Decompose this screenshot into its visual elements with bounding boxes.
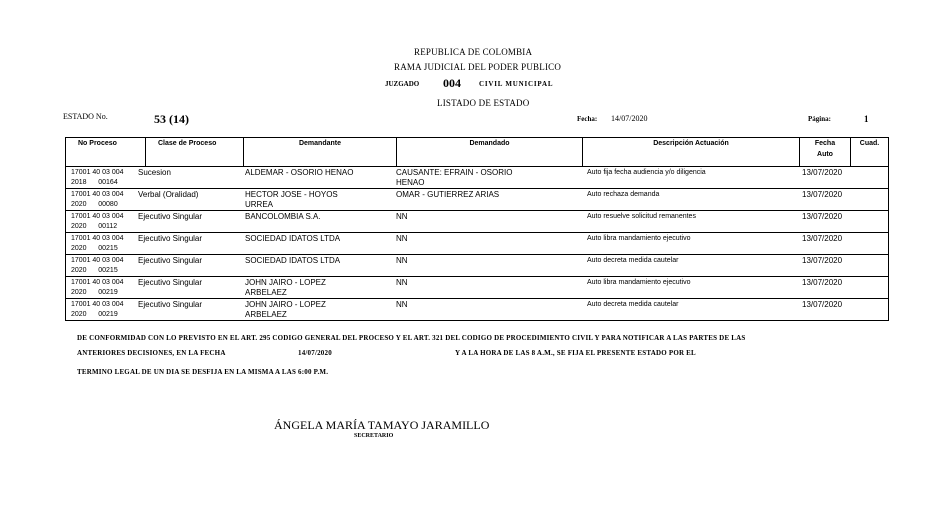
descripcion-cell: Auto decreta medida cautelar — [587, 257, 679, 264]
demandante-cell: JOHN JAIRO - LOPEZ ARBELAEZ — [245, 300, 326, 319]
table-row — [66, 255, 888, 277]
juzgado-type: CIVIL MUNICIPAL — [479, 80, 554, 88]
clase-cell: Ejecutivo Singular — [138, 256, 203, 265]
clase-cell: Ejecutivo Singular — [138, 212, 203, 221]
descripcion-cell: Auto decreta medida cautelar — [587, 301, 679, 308]
listing-title: LISTADO DE ESTADO — [437, 98, 530, 108]
signatory-name: ÁNGELA MARÍA TAMAYO JARAMILLO — [274, 418, 490, 432]
estado-label: ESTADO No. — [63, 112, 108, 121]
header-fecha-auto — [799, 138, 850, 166]
footer-notice-date: 14/07/2020 — [298, 349, 332, 357]
proceso-cell: 17001 40 03 004 2020 00112 — [71, 213, 124, 230]
fecha-value: 14/07/2020 — [611, 114, 648, 123]
clase-cell: Ejecutivo Singular — [138, 300, 203, 309]
fecha-cell: 13/07/2020 — [802, 300, 843, 309]
demandante-cell: SOCIEDAD IDATOS LTDA — [245, 234, 341, 243]
clase-cell: Sucesion — [138, 168, 171, 177]
demandado-cell: NN — [396, 300, 408, 309]
fecha-cell: 13/07/2020 — [802, 256, 843, 265]
table-row — [66, 277, 888, 299]
footer-notice-line1: DE CONFORMIDAD CON LO PREVISTO EN EL ART. 295 CODIGO GENERAL DEL PROCESO Y EL ART. 321 DEL CODIGO DE PROCEDIMIENTO CIVIL Y PARA NOTIFICAR A LAS PARTES DE LAS — [77, 334, 746, 342]
pagina-label: Página: — [808, 115, 831, 123]
proceso-cell: 17001 40 03 004 2020 00080 — [71, 191, 124, 208]
demandado-cell: OMAR - GUTIERREZ ARIAS — [396, 190, 500, 199]
table-row — [66, 233, 888, 255]
table-header — [66, 138, 888, 167]
pagina-value: 1 — [864, 114, 869, 124]
descripcion-cell: Auto fija fecha audiencia y/o diligencia — [587, 169, 706, 176]
header-fecha-line1: Fecha — [814, 140, 836, 147]
footer-notice-line2b: Y A LA HORA DE LAS 8 A.M., SE FIJA EL PRESENTE ESTADO POR EL — [455, 349, 696, 357]
demandado-cell: CAUSANTE: EFRAIN - OSORIO HENAO — [396, 168, 513, 187]
fecha-cell: 13/07/2020 — [802, 212, 843, 221]
clase-cell: Verbal (Oralidad) — [138, 190, 199, 199]
proceso-cell: 17001 40 03 004 2018 00164 — [71, 169, 124, 186]
juzgado-label: JUZGADO — [385, 80, 420, 88]
header-fecha-line2: Auto — [817, 151, 833, 158]
fecha-cell: 13/07/2020 — [802, 190, 843, 199]
estado-value: 53 (14) — [154, 112, 189, 126]
descripcion-cell: Auto rechaza demanda — [587, 191, 660, 198]
clase-cell: Ejecutivo Singular — [138, 278, 203, 287]
table-row — [66, 211, 888, 233]
table-row — [66, 299, 888, 320]
header-rama-judicial: RAMA JUDICIAL DEL PODER PUBLICO — [394, 62, 562, 72]
descripcion-cell: Auto libra mandamiento ejecutivo — [587, 235, 691, 242]
demandado-cell: NN — [396, 256, 408, 265]
demandado-cell: NN — [396, 278, 408, 287]
header-no-proceso: No Proceso — [78, 140, 117, 147]
footer-notice-line3: TERMINO LEGAL DE UN DIA SE DESFIJA EN LA MISMA A LAS 6:00 P.M. — [77, 368, 329, 376]
clase-cell: Ejecutivo Singular — [138, 234, 203, 243]
header-cuad: Cuad. — [850, 138, 888, 166]
descripcion-cell: Auto libra mandamiento ejecutivo — [587, 279, 691, 286]
estado-table — [65, 137, 889, 321]
proceso-cell: 17001 40 03 004 2020 00219 — [71, 301, 124, 318]
footer-notice-line2a: ANTERIORES DECISIONES, EN LA FECHA — [77, 349, 226, 357]
fecha-cell: 13/07/2020 — [802, 278, 843, 287]
fecha-cell: 13/07/2020 — [802, 234, 843, 243]
demandante-cell: BANCOLOMBIA S.A. — [245, 212, 321, 221]
demandado-cell: NN — [396, 212, 408, 221]
signatory-title: SECRETARIO — [354, 433, 394, 439]
fecha-cell: 13/07/2020 — [802, 168, 843, 177]
juzgado-number: 004 — [443, 76, 461, 90]
demandante-cell: HECTOR JOSE - HOYOS URREA — [245, 190, 338, 209]
proceso-cell: 17001 40 03 004 2020 00215 — [71, 235, 124, 252]
table-row — [66, 167, 888, 189]
header-demandado: Demandado — [396, 138, 582, 166]
header-demandante: Demandante — [243, 138, 396, 166]
header-descripcion: Descripción Actuación — [582, 138, 799, 166]
header-republic: REPUBLICA DE COLOMBIA — [414, 47, 533, 57]
demandante-cell: ALDEMAR - OSORIO HENAO — [245, 168, 354, 177]
header-clase-proceso: Clase de Proceso — [145, 138, 243, 166]
proceso-cell: 17001 40 03 004 2020 00215 — [71, 257, 124, 274]
demandante-cell: JOHN JAIRO - LOPEZ ARBELAEZ — [245, 278, 326, 297]
demandado-cell: NN — [396, 234, 408, 243]
demandante-cell: SOCIEDAD IDATOS LTDA — [245, 256, 341, 265]
descripcion-cell: Auto resuelve solicitud remanentes — [587, 213, 696, 220]
fecha-label: Fecha: — [577, 115, 598, 123]
table-row — [66, 189, 888, 211]
proceso-cell: 17001 40 03 004 2020 00219 — [71, 279, 124, 296]
